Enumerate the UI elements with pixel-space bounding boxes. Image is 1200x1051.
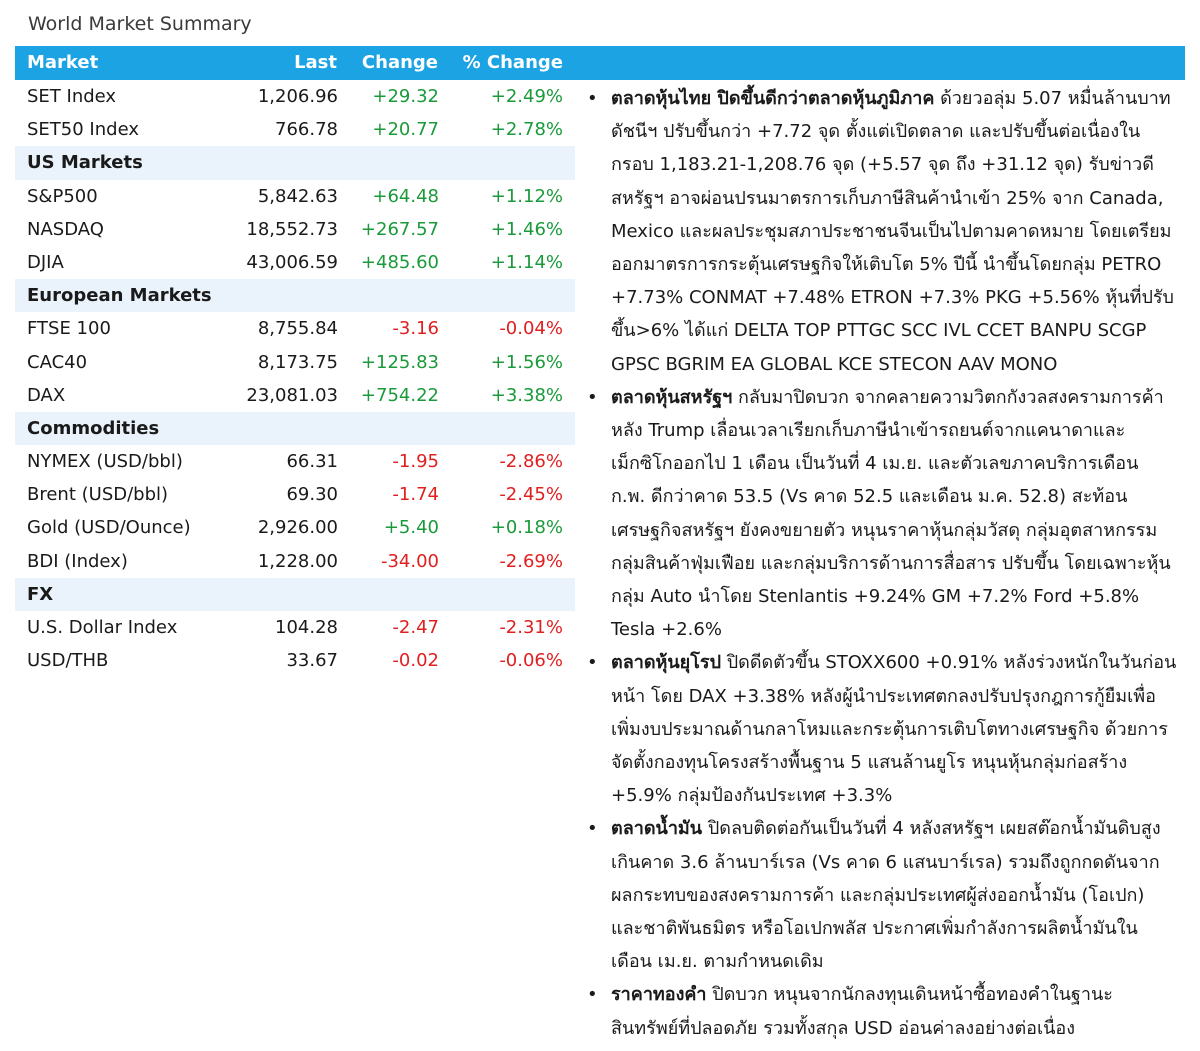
market-name: NYMEX (USD/bbl) xyxy=(27,451,183,473)
bullet-lead: ราคาทองคำ xyxy=(611,984,707,1006)
header-change: Change xyxy=(361,52,438,73)
bullet-lead: ตลาดหุ้นยุโรป xyxy=(611,652,721,674)
market-name: BDI (Index) xyxy=(27,550,128,572)
last-value: 1,206.96 xyxy=(257,86,338,107)
bullet-icon: • xyxy=(587,386,598,408)
table-row xyxy=(15,80,575,113)
header-last: Last xyxy=(294,52,337,73)
market-name: FTSE 100 xyxy=(27,318,111,340)
table-row xyxy=(15,511,575,544)
bullet-text: ปิดบวก หนุนจากนักลงทุนเดินหน้าซื้อทองคำในฐานะสินทรัพย์ที่ปลอดภัย รวมทั้งสกุล USD อ่อนค่าลงอย่างต่อเนื่อง xyxy=(611,984,1113,1039)
last-value: 5,842.63 xyxy=(257,185,338,207)
change-value: +754.22 xyxy=(360,384,439,406)
table-row xyxy=(15,346,575,379)
change-value: +485.60 xyxy=(360,251,439,273)
pct-change-value: +1.56% xyxy=(490,351,563,373)
bullet-icon: • xyxy=(587,88,598,109)
last-value: 8,755.84 xyxy=(257,318,338,340)
market-name: S&P500 xyxy=(27,185,98,207)
market-name: Brent (USD/bbl) xyxy=(27,484,169,506)
pct-change-value: +2.78% xyxy=(490,119,563,141)
pct-change-value: +1.12% xyxy=(490,185,563,207)
market-name: DAX xyxy=(27,384,66,406)
bullet-icon: • xyxy=(587,818,598,840)
change-value: +20.77 xyxy=(372,119,439,141)
pct-change-value: -2.86% xyxy=(499,451,563,473)
bullet-lead: ตลาดหุ้นไทย ปิดขึ้นดีกว่าตลาดหุ้นภูมิภาค xyxy=(611,88,935,109)
last-value: 43,006.59 xyxy=(246,251,338,273)
table-row xyxy=(15,312,575,345)
change-value: +5.40 xyxy=(383,517,439,539)
market-name: DJIA xyxy=(27,251,64,273)
commentary-bullet xyxy=(587,646,1177,812)
group-name: Commodities xyxy=(27,417,160,439)
bullet-text: ด้วยวอลุ่ม 5.07 หมื่นล้านบาท ดัชนีฯ ปรับขึ้นกว่า +7.72 จุด ตั้งแต่เปิดตลาด และปรับขึ้นต่อเนื่องในกรอบ 1,183.21-1,208.76 จุด (+5.57 จุด ถึง +31.12 จุด) รับข่าวดีสหรัฐฯ อาจผ่อนปรนมาตรการเก็บภาษีสินค้านำเข้า 25% จาก Canada, Mexico และผลประชุมสภาประชาชนจีนเป็นไปตามคาดหมาย โดยเตรียมออกมาตรการกระตุ้นเศรษฐกิจให้เติบโต 5% ปีนี้ นำขึ้นโดยกลุ่ม PETRO +7.73% CONMAT +7.48% ETRON +7.3% PKG +5.56% หุ้นที่ปรับขึ้น>6% ได้แก่ DELTA TOP PTTGC SCC IVL CCET BANPU SCGP GPSC BGRIM EA GLOBAL KCE STECON AAV MONO xyxy=(611,88,1174,375)
market-name: NASDAQ xyxy=(27,218,104,240)
commentary-bullet xyxy=(587,812,1177,978)
last-value: 18,552.73 xyxy=(246,218,338,240)
bullet-icon: • xyxy=(587,652,598,674)
table-row xyxy=(15,445,575,478)
table-row xyxy=(15,644,575,677)
group-header xyxy=(15,279,575,312)
last-value: 33.67 xyxy=(286,650,338,672)
change-value: -1.95 xyxy=(392,451,439,473)
group-header xyxy=(15,412,575,445)
market-name: U.S. Dollar Index xyxy=(27,617,178,638)
commentary-bullet xyxy=(587,381,1177,647)
change-value: -2.47 xyxy=(392,617,439,638)
last-value: 2,926.00 xyxy=(257,517,338,539)
last-value: 8,173.75 xyxy=(257,351,338,373)
market-name: USD/THB xyxy=(27,650,109,672)
table-row xyxy=(15,213,575,246)
bullet-lead: ตลาดหุ้นสหรัฐฯ xyxy=(611,386,733,408)
pct-change-value: -0.04% xyxy=(499,318,563,340)
table-row xyxy=(15,478,575,511)
change-value: -0.02 xyxy=(392,650,439,672)
market-commentary xyxy=(587,82,1177,1045)
last-value: 104.28 xyxy=(275,617,338,638)
pct-change-value: +3.38% xyxy=(490,384,563,406)
header-pct-change: % Change xyxy=(462,52,563,73)
pct-change-value: +2.49% xyxy=(490,86,563,107)
table-header xyxy=(15,46,1185,80)
header-market: Market xyxy=(27,52,99,73)
pct-change-value: -2.69% xyxy=(499,550,563,572)
pct-change-value: +1.14% xyxy=(490,251,563,273)
bullet-text: ปิดดีดตัวขึ้น STOXX600 +0.91% หลังร่วงหนักในวันก่อนหน้า โดย DAX +3.38% หลังผู้นำประเทศตกลงปรับปรุงกฎการกู้ยืมเพื่อเพิ่มงบประมาณด้านกลาโหมและกระตุ้นการเติบโตทางเศรษฐกิจ ด้วยการจัดตั้งกองทุนโครงสร้างพื้นฐาน 5 แสนล้านยูโร หนุนหุ้นกลุ่มก่อสร้าง +5.9% กลุ่มป้องกันประเทศ +3.3% xyxy=(611,652,1177,807)
last-value: 23,081.03 xyxy=(246,384,338,406)
pct-change-value: -0.06% xyxy=(499,650,563,672)
change-value: +29.32 xyxy=(372,86,439,107)
market-name: SET50 Index xyxy=(27,119,139,141)
table-row xyxy=(15,113,575,146)
last-value: 766.78 xyxy=(275,119,338,141)
bullet-icon: • xyxy=(587,984,598,1006)
market-name: CAC40 xyxy=(27,351,88,373)
bullet-text: กลับมาปิดบวก จากคลายความวิตกกังวลสงครามการค้า หลัง Trump เลื่อนเวลาเรียกเก็บภาษีนำเข้ารถยนต์จากแคนาดาและเม็กซิโกออกไป 1 เดือน เป็นวันที่ 4 เม.ย. และตัวเลขภาคบริการเดือน ก.พ. ดีกว่าคาด 53.5 (Vs คาด 52.5 และเดือน ม.ค. 52.8) สะท้อนเศรษฐกิจสหรัฐฯ ยังคงขยายตัว หนุนราคาหุ้นกลุ่มวัสดุ กลุ่มอุตสาหกรรม กลุ่มสินค้าฟุ่มเฟือย และกลุ่มบริการด้านการสื่อสาร ปรับขึ้น โดยเฉพาะหุ้นกลุ่ม Auto นำโดย Stenlantis +9.24% GM +7.2% Ford +5.8% Tesla +2.6% xyxy=(611,386,1171,641)
bullet-text: ปิดลบติดต่อกันเป็นวันที่ 4 หลังสหรัฐฯ เผยสต๊อกน้ำมันดิบสูงเกินคาด 3.6 ล้านบาร์เรล (Vs คาด 6 แสนบาร์เรล) รวมถึงถูกกดดันจากผลกระทบของสงครามการค้า และกลุ่มประเทศผู้ส่งออกน้ำมัน (โอเปก) และชาติพันธมิตร หรือโอเปกพลัส ประกาศเพิ่มกำลังการผลิตน้ำมันในเดือน เม.ย. ตามกำหนดเดิม xyxy=(611,818,1161,973)
change-value: +125.83 xyxy=(360,351,439,373)
change-value: -3.16 xyxy=(392,318,439,340)
group-name: European Markets xyxy=(27,285,212,307)
pct-change-value: +1.46% xyxy=(490,218,563,240)
last-value: 1,228.00 xyxy=(257,550,338,572)
bullet-lead: ตลาดน้ำมัน xyxy=(611,818,703,840)
commentary-bullet xyxy=(587,978,1177,1044)
market-name: SET Index xyxy=(27,86,117,107)
last-value: 66.31 xyxy=(286,451,338,473)
last-value: 69.30 xyxy=(286,484,338,506)
pct-change-value: -2.45% xyxy=(499,484,563,506)
market-table xyxy=(15,80,575,677)
change-value: +267.57 xyxy=(360,218,439,240)
group-header xyxy=(15,578,575,611)
table-row xyxy=(15,545,575,578)
pct-change-value: -2.31% xyxy=(499,617,563,638)
pct-change-value: +0.18% xyxy=(490,517,563,539)
group-name: FX xyxy=(27,583,54,605)
change-value: -34.00 xyxy=(380,550,439,572)
page-title: World Market Summary xyxy=(28,13,252,35)
group-header xyxy=(15,146,575,179)
group-name: US Markets xyxy=(27,152,143,174)
table-row xyxy=(15,379,575,412)
table-row xyxy=(15,611,575,644)
table-row xyxy=(15,180,575,213)
change-value: -1.74 xyxy=(392,484,439,506)
change-value: +64.48 xyxy=(372,185,439,207)
commentary-bullet xyxy=(587,82,1177,381)
market-name: Gold (USD/Ounce) xyxy=(27,517,191,539)
table-row xyxy=(15,246,575,279)
